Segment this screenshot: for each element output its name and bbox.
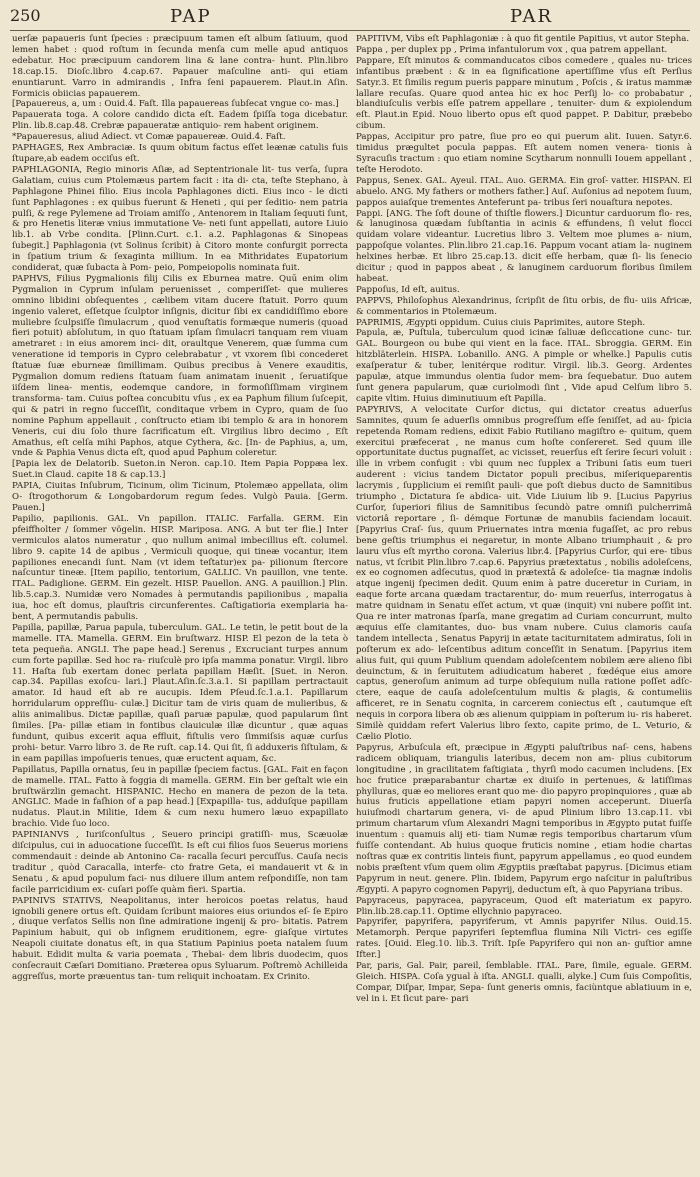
dictionary-entry: Pappi. [ANG. The ſoft doune of thiſtle flowers.] Dicuntur carduorum flo- res, & lanuginosa quædam ſubſtantia in acinis & effundens, ſi velut flocci quidam volare videantur. Lucretius libro 3. Veltem moe plumes a- nium, pappoſque volantes. Plin.libro 21.cap.16. Pappum vocant atiam la- nuginem helxines herbæ. Et libro 25.cap.13. dicit eſſe herbam, quæ ſi- lis ſenecio dicitur ; quod in pappos abeat , & lanuginem carduorum floribus ſimilem habeat. bbox=[356, 208, 692, 284]
dictionary-entry: PAPRIMIS, Ægypti oppidum. Cuius ciuis Paprimites, autore Steph. bbox=[356, 317, 646, 328]
dictionary-entry: PAPINIANVS , Iuriſconſultus , Seuero principi gratiſſi- mus, Scæuolæ diſcipulus, cui in aduocatione ſucceſſit. Is eſt cui filios ſuos Seuerus moriens commendauit : deinde ab Antonino Ca- racalla ſecuri percuſſus. Cauſa necis traditur , quòd Caracalla, interfe- cto fratre Geta, ei mandauerit vt & in Senatu , & apud populum faci- nus diluere illum antem reſpondiſſe, non tam facile parricidium ex- cuſari poſſe quàm fieri. Spartia. bbox=[12, 830, 348, 895]
page-header bbox=[10, 6, 690, 28]
page-number: 250 bbox=[10, 6, 41, 25]
dictionary-entry: PAPPVS, Philoſophus Alexandrinus, ſcripſit de ſitu orbis, de flu- uiis Africæ, & commentarios in Ptolemæum. bbox=[356, 295, 692, 317]
dictionary-entry: PAPHLAGONIA, Regio minoris Aſiæ, ad Septentrionale lit- tus verſa, ſupra Galatiam, cuius cum Ptolemæus partem facit : ita di- cta, teſte Stephano, à Paphlagone Phinei filio. Eius incola Paphlagones dicti. Eius inco - le dicti ſunt Paphlagones : ex quibus fuerunt & Heneti , qui per ſeditio- nem patria pulſi, & rege Pylemene ad Troiam amiſſo , Antenorem in Italiam ſequuti ſunt, & pro Henetis literæ vnius immutatione Ve- neti ſunt appellati, autore Liuio lib.1. ab Vrbe condita. [Plinn.Curt. c.1. a.2. Paphlagonas & Sinopeas ſubegit.] Paphlagonia (vt Solinus ſcribit) à Citoro monte confurgit porrecta in ſpatium trium & ſexaginta millium. In ea Mithridates Eupatorium condiderat, quæ ſubacta à Pom- peio, Pompeiopolis nominata fuit. bbox=[12, 164, 348, 274]
dictionary-entry: PAPITIVM, Vibs eſt Paphlagoniæ : à quo fit gentile Papitius, vt autor Stepha. bbox=[356, 34, 690, 44]
dictionary-entry: PAPIA, Ciuitas Inſubrum, Ticinum, olim Ticinum, Ptolemæo appellata, olim O- ſtrogothorum & Longobardorum regum ſedes. Vulgò Pauia. [Germ. Pauen.] bbox=[12, 481, 348, 513]
dictionary-entry: Pappas, Accipitur pro patre, ſiue pro eo qui puerum alit. Iuuen. Satyr.6. timidus prægultet pocula pappas. Eſt autem nomen venera- tionis à Syracuſis tractum : quo etiam nomine Scytharum nonnulli Iouem appellant , teſte Herodoto. bbox=[356, 132, 692, 175]
dictionary-entry: Par, paris, Gal. Pair, pareil, ſemblable. ITAL. Pare, ſimile, eguale. GERM. Gleich. HISPA. Coſa ygual à iſta. ANGLI. qualli, alyke.] Cum ſuis Compoſitis, Compar, Diſpar, Impar, Sepa- ſunt generis omnis, faciùntque ablatiuum in e, vel in i. Et ſicut pare- pari bbox=[356, 961, 692, 1004]
dictionary-entry: Papauerata toga. A colore candido dicta eſt. Eadem ſpiſſa toga dicebatur. Plin. lib.8.cap.48. Crebræ papaueratæ antiquio- rem habent originem. bbox=[12, 110, 348, 132]
running-head-left: PAP bbox=[170, 6, 212, 27]
dictionary-entry: Papillatus, Papilla ornatus, ſeu in papillæ ſpeciem factus. [GAL. Fait en façon de mamelle. ITAL. Fatto à foggia di mamella. GERM. Ein ber geſtalt wie ein bruſtwärzlin gemacht. HISPANIC. Hecho en manera de pezon de la teta. ANGLIC. Made in faſhion of a pap head.] [Expapilla- tus, adduſque papillam nudatus. Plaut.in Militie, Idem & cum nexu humero læuo expapillato brachio. Vide ſuo loco. bbox=[12, 764, 348, 830]
dictionary-entry: PAPHVS, Filius Pygmalionis filij Cilis ex Eburnea matre. Quū enim olim Pygmalion in Cyprum inſulam peruenisset , comperiſſet- que mulieres omnino libidini obſequentes , cælibem vitam ducere ſtatuit. Porro quum ingenio valeret, eſſetque ſculptor inſignis, dicitur ſibi ex candidiſſimo ebore muliebre ſculpsiſſe ſimulacrum , quod venuſtatis formæque numeris (quoad fieri potuit) abſolutum, in quo ſtatuam ipſam ſimulacri tanquam rem viuam ametraret : in eius amorem inci- dit, oraultque Venerem, quæ ſumma cum veneratione id temporis in Cypro celebrabatur , vt vxorem ſibi concederet ſtatuæ ſuæ eburneæ ſimillimam. Quibus precibus à Venere exauditis, Pygmalion domum rediens ſtatuam ſuam animatam inuenit , ſeruatiſque iiſdem linea- mentis, eodemque candore, in formoſiſſimam virginem transforma- tam. Cuius poſtea concubitu vſus , ex ea Paphum filium ſuſcepit, qui & patri in regno ſucceſſit, conditaque vrbem in Cypro, quam de ſuo nomine Paphum appellauit , conſtructo etiam ibi templo & ara in honorem Veneris, cui diu ſolo thure ſacrificatum eſt. Virgilius libro decimo , Eſt Amathus, eſt celſa mihi Paphos, atque Cythera, &c. [In- de Paphius, a, um, vnde & Paphia Venus dicta eſt, quod apud Paphum coleretur. bbox=[12, 273, 348, 459]
running-head-right: PAR bbox=[510, 6, 554, 27]
right-column bbox=[356, 34, 692, 1169]
dictionary-entry: *Papaueresus, aliud Adiect. vt Comæ papauereæ. Ouid.4. Faſt. bbox=[12, 132, 286, 143]
dictionary-entry: [Papauereus, a, um : Ouid.4. Faſt. Illa papauereas ſubſecat vngue co- mas.] bbox=[12, 99, 339, 110]
dictionary-entry: Pappus, Senex. GAL. Ayeul. ITAL. Auo. GERMA. Ein groſ- vatter. HISPAN. El abuelo. ANG. My fathers or mothers father.] Auſ. Auſonius ad nepotem ſuum, pappos auiaſque trementes Anteferunt pa- tribus ſeri nouaſtura nepotes. bbox=[356, 175, 692, 208]
dictionary-entry: PAPHAGES, Rex Ambraciæ. Is quum obitum factus eſſet leænæ catulis fuis ſtupare,ab eadem occiſus eſt. bbox=[12, 143, 348, 164]
left-column bbox=[12, 34, 348, 1169]
dictionary-entry: PAPYRIVS, A velocitate Curſor dictus, qui dictator creatus aduerſus Samnites, quum ſe aduerſis omnibus progreſſum eſſe ſeniſſet, ad au- ſpicia repetenda Romam rediens, edixit Fabio Rutiliano magiſtro e- quitum, quem exercitui præfecerat , ne manus cum hoſte conſereret. Sed quum ille opportunitate ductus pugnaſſet, ac vicisset, reuerſus eſt ſerire ſecuri voluit : ille in vrbem confugit : vbi quum nec ſupplex a Tribuni ſatis eum tueri auderent : vicius tandem Dictator populi precibus, miſeriqueparentis lacrymis , ſupplicium ei remiſit pauli- que poſt diebus ducto de Samnitibus triumpho , Dictatura ſe abdica- uit. Vide Liuium lib 9. [Lucius Papyrius Curſor, ſuperiori filius de Samnitibus ſecundò patre omniſi pulcherrimâ victoriâ reportare , ſi- démque Fortunæ de manubiis faciendam locauit. [Papyrius Craſ- ſus, quum Priuernates intra mœnia fugaſſet, ac pro rebus bene geſtis triumphus ei negaretur, in monte Albano triumphauit , & pro lauru vſus eſt myrtho corona. Valerius libr.4. [Papyrius Curſor, qui ere- tibus natus, vt ſcribit Plin.libro 7.cap.6. Papyrius prætextatus , nobilis adoleſcens, ex eo cognomen adſecutus, quod in prætextâ & adoleſce- tia magnæ indolis atque ingenij ſpecimen dedit. Quum enim à patre duceretur in Curiam, in eaque forte arcana quædam tractarentur, do- mum reuerſus, interrogatus à matre quidnam in Senatu eſſet actum, vt quæ (inquit) vni nubere poſſit int. Qua re inter matronas ſparſa, mane gregatim ad Curiam concurrunt, multo æquius eſſe clamitantes, duo- bus vnam nubere. Cuius clamoris cauſa tandem intellecta , Senatus Papyrij in ætate taciturnitatem admiratus, ſoli in poſterum ex ado- leſcentibus aditum conceſſit in Senatum. [Papyrius item alius fuit, qui quum Publium quendam adoleſcentem nobilem ære alieno ſibi deuinctum, & in ſeruitutem adiudicatum haberet , fœdéque eius amore captus, generoſum animum ad turpe obſequium nulla ratione poſſet adſc- ctere, eaque de cauſa adoleſcentulum multis & plagis, & contumeliis afficeret, re in Senatu cognita, in carcerem coniectus eſt , cautumque eſt nequis in corpora libera ob æs alienum quippiam in poſterum iu- ris haberet. Similè quiddam refert Valerius libro ſexto, capite primo, de L. Veturio, & Cælio Plotio. bbox=[356, 404, 692, 742]
dictionary-entry: Papyrus, Arbuſcula eſt, præcipue in Ægypti paluſtribus naſ- cens, habens radicem obliquam, triangulis lateribus, decem non am- plius cubitorum longitudine , in gracilitatem faſtigiata , thyrſi modo cacumen includens. [Ex hoc frutice præparabantur chartæ ex diuiſo in pertenues, & latiſſimas phylluras, quæ eo meliores erant quo me- dio papyro propinquiores , quæ ab huius fruticis appellatione etiam papyri nomen acceperunt. Diuerſa huiuſmodi chartarum genera, vi- de apud Plinium libro 13.cap.11. vbi primum chartarum vſum Alexandri Magni temporibus in Ægypto putat fuiſſe inuentum : quamuis alij eti- tiam Numæ regis temporibus chartarum vſum fuiſſe contendant. Ab huius quoque fruticis nomine , etiam hodie chartas noſtras quæ ex contritis linteis fiunt, papyrum appellamus , eo quod eundem nobis præſtent vſum quem olim Ægyptiis præſtabat papyrus. [Dicimus etiam Papyrum in neut. genere. Plin. Ibidem, Papyrum ergo naſcitur in paluſtribus Ægypti. A papyro cognomen Papyrij, deductum eſt, à quo Papyriana tribus. bbox=[356, 742, 692, 895]
dictionary-entry: Papyraceus, papyracea, papyraceum, Quod eſt materiatum ex papyro. Plin.lib.28.cap.11. Optime ellychnio papyraceo. bbox=[356, 895, 692, 917]
dictionary-entry: Papyrifer, papyrifera, papyriferum, vt Amnis papyrifer Nilus. Ouid.15. Metamorph. Perque papyriferi ſeptemflua flumina Nili Victri- ces egiſſe rates. [Ouid. Eleg.10. lib.3. Triſt. Ipſe Papyrifero qui non an- guſtior amne Ifter.] bbox=[356, 917, 692, 961]
header-rule bbox=[10, 30, 690, 31]
dictionary-entry: Papula, æ, Puſtula, tuberculum quod icinæ ſaliuæ deſiccatione cunc- tur. GAL. Bourgeon ou bube qui vient en la face. ITAL. Sbroggia. GERM. Ein hitzbläterlein. HISPA. Lobanillo. ANG. A pimple or whelke.] Papulis cutis exaſperatur & tuber, lenitérque roditur. Virgil. lib.3. Georg. Ardentes papulæ, atque immundus olentia ſudor mem- bra ſequebatur. Duo autem ſunt genera papularum, quæ curiolmodi ſint , Vide apud Celſum libro 5. capite vltim. Huius diminutiuum eſt Papilla. bbox=[356, 328, 692, 404]
dictionary-entry: Papilio, papilionis. GAL. Vn papillon. ITALIC. Farfalla. GERM. Ein pfeiffholter / ſommer vögelin. HISP. Mariposa. ANG. A but ter flie.] Inter vermiculos alatos numeratur , quo nullum animal imbecillius eſt. columel. libro 9. capite 14 de apibus , Vermiculi quoque, qui tineæ vocantur, item papiliones enecandi ſunt. Nam (vt idem teſtatur)ex pa- pilionum ſtercore naſcuntur tineæ. [Item papilio, tentorium, GALLIC. Vn pauillon, vne tente. ITAL. Padiglione. GERM. Ein gezelt. HISP. Pauellon. ANG. A pauillion.] Plin. lib.5.cap.3. Numidæ vero Nomades à permutandis papilionibus , mapalia iua, hoc eſt domus, plauſtris circunferentes. Caſtigatioria exemplaria ha- bent, A permutandis pabulis. bbox=[12, 513, 348, 623]
dictionary-entry: Pappoſus, Id eſt, auitus. bbox=[356, 284, 460, 295]
dictionary-entry: PAPINIVS STATIVS, Neapolitanus, inter heroicos poetas relatus, haud ignobili genere ortus eſt. Quidam ſcribunt maiores eius oriundos eſ- ſe Epiro , diuque verſatos Sellis non ſine admiratione ingenij & pro- bitatis. Patrem Papinium habuit, qui ob inſignem eruditionem, egre- giaſque virtutes Neapoli ciuitate donatus eſt, in qua Statium Papinius poeta natalem ſuum habuit. Edidit multa & varia poemata , Thebai- dem libris duodecim, quos conſecrauit Cæſari Domitiano. Præterea opus Syluarum. Poſtremò Achilleida aggreſſus, morte præuentus tan- tum reliquit inchoatam. Ex Crinito. bbox=[12, 895, 348, 982]
dictionary-entry: uerſæ papaueris ſunt ſpecies : præcipuum tamen eſt album ſatiuum, quod lemen habet : quod roſtum in ſecunda menſa cum melle apud antiquos edebatur. Hoc præcipuum candorem lina & lane contra- hunt. Plin.libro 18.cap.15. Dioſc.libro 4.cap.67. Papauer maſculine anti- qui etiam enuntiarunt. Varro in admirandis , Infra ſeni papauerem. Plaut.in Aſin. Formicis obiicias papauerem. bbox=[12, 34, 348, 99]
dictionary-entry: Pappare, Eſt minutos & commanducatos cibos comedere , quales nu- trices infantibus præbent : & in ea ſignificatione apertiſſime vſus eſt Perſius Satyr.3. Et ſimilis regum pueris pappare minutum , Poſcis , & iratus mammæ lallare recuſas. Quare quod antea hic ex hoc Perſij lo- co probabatur , blandiuſculis verbis eſſe patrem appellare , tenuiter- dum & expiolendum eſt. Plaut.in Epid. Nouo liberto opus eſt quod pappet. P. Dabitur, præbebo cibum. bbox=[356, 55, 692, 132]
dictionary-entry: Pappa , per duplex pp , Prima infantulorum vox , qua patrem appellant. bbox=[356, 44, 668, 55]
dictionary-entry: Papilla, papillæ, Parua papula, tuberculum. GAL. Le tetin, le petit bout de la mamelle. ITA. Mamella. GERM. Ein bruſtwarz. HISP. El pezon de la teta ò teta pequeña. ANGLI. The pape head.] Serenus , Excruciant turpes annum cum forte papillæ. Sed hoc ra- riuſculè pro ipſa mamma ponatur. Virgil. libro 11. Haſta ſub exertam donec perlata papillam Hæſit. [Suet. in Neron. cap.34. Papillas exoſcu- lari.] Plaut.Aſin.ſc.3.a.1. Si papillam pertractauit amator. Id haud eſt ab re aucupis. Idem Pſeud.ſc.1.a.1. Papillarum horridularum oppreſſiu- culæ.] Dicitur tam de viris quam de mulieribus, & aliis animalibus. Dictæ papillæ, quaſi paruæ papulæ, quod papularum ſint ſimiles. [Pa- pillæ etiam in fontibus clauiculæ illæ dicuntur , quæ aquas fundunt, quibus excerit aqua effluit, fiſtulis vero ſimmiſsis aquæ curſus prohi- betur. Varro libro 3. de Re ruſt. cap.14. Qui ſit, ſi adduxeris ſiſtulam, & in eam papillas impoſueris tenues, quæ eructent aquam, &c. bbox=[12, 622, 348, 764]
dictionary-entry: [Papia lex de Delatorib. Sueton.in Neron. cap.10. Item Papia Poppæa lex. Suet.in Claud. capite 18 & cap.13.] bbox=[12, 459, 348, 481]
